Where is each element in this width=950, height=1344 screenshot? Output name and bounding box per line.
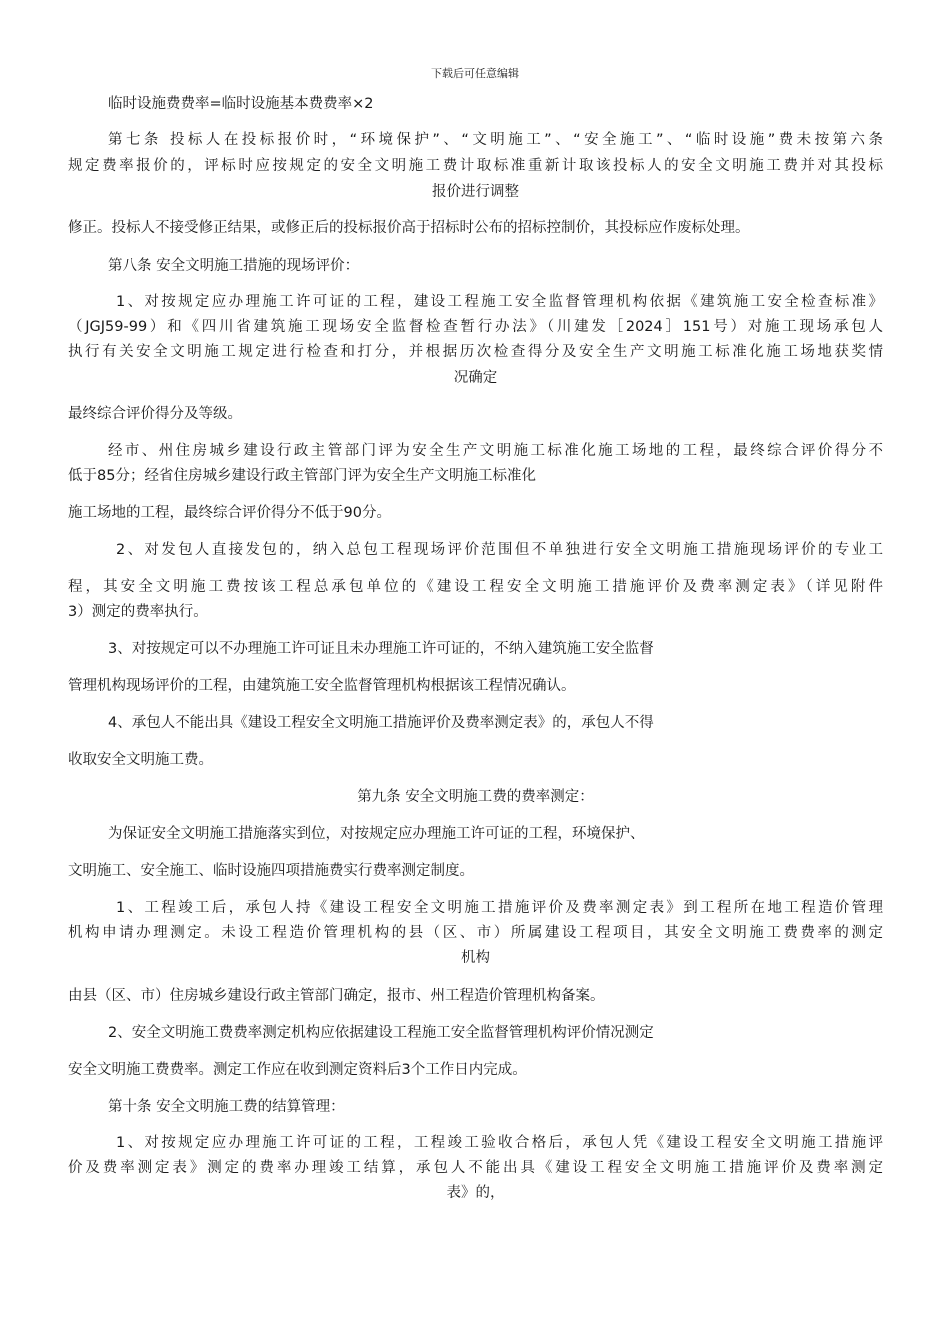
article-10-heading: 第十条 安全文明施工费的结算管理： <box>108 1099 345 1115</box>
article-8-item-4-line-1: 4、承包人不能出具《建设工程安全文明施工措施评价及费率测定表》的，承包人不得 <box>108 715 654 731</box>
article-8-item-2-line-1: 2、对发包人直接发包的，纳入总包工程现场评价范围但不单独进行安全文明施工措施现场评价的专业工 <box>116 542 883 558</box>
article-7-line-2: 规定费率报价的，评标时应按规定的安全文明施工费计取标准重新计取该投标人的安全文明施工费并对其投标 <box>68 158 883 174</box>
article-7-line-3: 报价进行调整 <box>432 184 519 200</box>
article-8-item-2-line-2: 程，其安全文明施工费按该工程总承包单位的《建设工程安全文明施工措施评价及费率测定表》（详见附件 <box>68 579 883 595</box>
article-9-item-1-line-3: 机构 <box>461 950 490 966</box>
article-9-item-1-line-1: 1、工程竣工后，承包人持《建设工程安全文明施工措施评价及费率测定表》到工程所在地工程造价管理 <box>116 900 883 916</box>
article-7-line-4: 修正。投标人不接受修正结果，或修正后的投标报价高于招标时公布的招标控制价，其投标应作废标处理。 <box>68 220 750 236</box>
article-8-item-3-line-2: 管理机构现场评价的工程，由建筑施工安全监督管理机构根据该工程情况确认。 <box>68 678 576 694</box>
article-8-heading: 第八条 安全文明施工措施的现场评价： <box>108 258 360 274</box>
article-9-item-1-line-4: 由县（区、市）住房城乡建设行政主管部门确定，报市、州工程造价管理机构备案。 <box>68 988 605 1004</box>
article-10-item-1-line-1: 1、对按规定应办理施工许可证的工程，工程竣工验收合格后，承包人凭《建设工程安全文明施工措施评 <box>116 1135 883 1151</box>
article-9-para-line-2: 文明施工、安全施工、临时设施四项措施费实行费率测定制度。 <box>68 863 474 879</box>
article-8-item-1-line-4: 况确定 <box>453 370 498 386</box>
article-8-item-1-line-2: （JGJ59-99）和《四川省建筑施工现场安全监督检查暂行办法》（川建发［2024］151号）对施工现场承包人 <box>68 319 883 335</box>
article-9-item-2-line-2: 安全文明施工费费率。测定工作应在收到测定资料后3个工作日内完成。 <box>68 1062 527 1078</box>
header-note: 下载后可任意编辑 <box>431 67 519 80</box>
article-8-para-line-2: 低于85分；经省住房城乡建设行政主管部门评为安全生产文明施工标准化 <box>68 468 536 484</box>
article-8-item-1-line-5: 最终综合评价得分及等级。 <box>68 406 242 422</box>
article-9-heading: 第九条 安全文明施工费的费率测定： <box>357 789 594 805</box>
article-8-para-line-1: 经市、州住房城乡建设行政主管部门评为安全生产文明施工标准化施工场地的工程，最终综合评价得分不 <box>108 443 883 459</box>
article-9-item-2-line-1: 2、安全文明施工费费率测定机构应依据建设工程施工安全监督管理机构评价情况测定 <box>108 1025 654 1041</box>
article-9-para-line-1: 为保证安全文明施工措施落实到位，对按规定应办理施工许可证的工程，环境保护、 <box>108 826 645 842</box>
article-8-item-1-line-1: 1、对按规定应办理施工许可证的工程，建设工程施工安全监督管理机构依据《建筑施工安全检查标准》 <box>116 294 883 310</box>
formula-line: 临时设施费费率=临时设施基本费费率×2 <box>108 96 374 112</box>
article-7-line-1: 第七条 投标人在投标报价时，“环境保护”、“文明施工”、“安全施工”、“临时设施”费未按第六条 <box>108 132 883 148</box>
article-8-item-1-line-3: 执行有关安全文明施工规定进行检查和打分，并根据历次检查得分及安全生产文明施工标准化施工场地获奖情 <box>68 344 883 360</box>
article-8-para-line-3: 施工场地的工程，最终综合评价得分不低于90分。 <box>68 505 391 521</box>
article-10-item-1-line-2: 价及费率测定表》测定的费率办理竣工结算，承包人不能出具《建设工程安全文明施工措施评价及费率测定 <box>68 1160 883 1176</box>
article-8-item-2-line-3: 3）测定的费率执行。 <box>68 604 208 620</box>
article-8-item-3-line-1: 3、对按规定可以不办理施工许可证且未办理施工许可证的，不纳入建筑施工安全监督 <box>108 641 654 657</box>
article-10-item-1-line-3: 表》的， <box>446 1185 505 1201</box>
article-9-item-1-line-2: 机构申请办理测定。未设工程造价管理机构的县（区、市）所属建设工程项目，其安全文明施工费费率的测定 <box>68 925 883 941</box>
article-8-item-4-line-2: 收取安全文明施工费。 <box>68 752 213 768</box>
